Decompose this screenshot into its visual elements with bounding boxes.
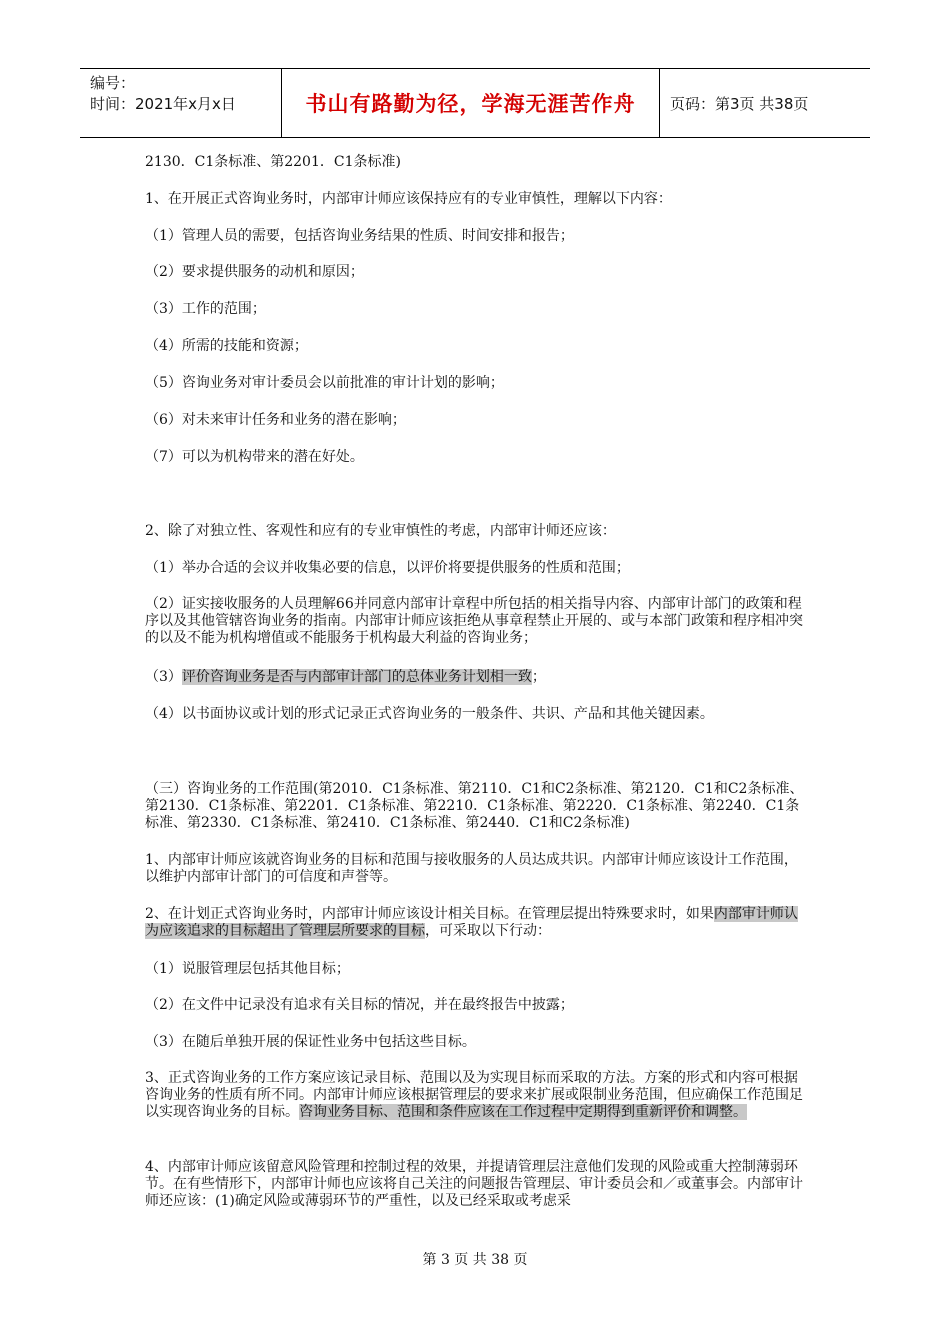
paragraph: （1）说服管理层包括其他目标； bbox=[145, 961, 350, 977]
highlighted-text: 咨询业务目标、范围和条件应该在工作过程中定期得到重新评价和调整。 bbox=[299, 1104, 747, 1120]
paragraph bbox=[145, 906, 810, 940]
page-header bbox=[80, 68, 870, 138]
section-heading: （三）咨询业务的工作范围(第2010．C1条标准、第2110．C1和C2条标准、第2120．C1和C2条标准、第2130．C1条标准、第2201．C1条标准、第2210．C1条标准、第2220．C1条标准、第2240．C1条标准、第2330．C1条标准、第2410．C1条标准、第2440．C1和C2条标准) bbox=[145, 781, 804, 831]
paragraph-text: ，可采取以下行动： bbox=[425, 923, 551, 939]
paragraph: （4）所需的技能和资源； bbox=[145, 338, 308, 354]
page-footer: 第 3 页 共 38 页 bbox=[422, 1252, 528, 1268]
paragraph bbox=[145, 1070, 810, 1121]
paragraph: 1、内部审计师应该就咨询业务的目标和范围与接收服务的人员达成共识。内部审计师应该设计工作范围，以维护内部审计部门的可信度和声誉等。 bbox=[145, 852, 798, 885]
paragraph bbox=[145, 669, 810, 686]
paragraph-text: 2、在计划正式咨询业务时，内部审计师应该设计相关目标。在管理层提出特殊要求时，如果 bbox=[145, 906, 714, 922]
paragraph: （4）以书面协议或计划的形式记录正式咨询业务的一般条件、共识、产品和其他关键因素。 bbox=[145, 706, 714, 722]
paragraph: （3）工作的范围； bbox=[145, 301, 266, 317]
number-label: 编号： bbox=[90, 74, 136, 92]
paragraph: 1、在开展正式咨询业务时，内部审计师应该保持应有的专业审慎性，理解以下内容： bbox=[145, 191, 672, 207]
paragraph-text: 3、正式咨询业务的工作方案应该记录目标、范围以及为实现目标而采取的方法。方案的形式和内容可根据咨询业务的性质有所不同。内部审计师应该根据管理层的要求来扩展或限制业务范围，但应确保工作范围足以实现咨询业务的目标。 bbox=[145, 1070, 803, 1120]
header-page-cell bbox=[660, 69, 870, 137]
header-motto-cell bbox=[282, 69, 660, 137]
paragraph: （5）咨询业务对审计委员会以前批准的审计计划的影响； bbox=[145, 375, 504, 391]
paragraph: （7）可以为机构带来的潜在好处。 bbox=[145, 449, 364, 465]
highlighted-text: 内部审计师认为应该追求的目标超出了管理层所要求的目标 bbox=[145, 906, 798, 939]
motto-text: 书山有路勤为径，学海无涯苦作舟 bbox=[305, 92, 636, 116]
paragraph: 2130．C1条标准、第2201．C1条标准) bbox=[145, 154, 401, 170]
header-meta-cell bbox=[80, 69, 282, 137]
paragraph: （1）举办合适的会议并收集必要的信息，以评价将要提供服务的性质和范围； bbox=[145, 560, 630, 576]
paragraph-text: ； bbox=[531, 669, 546, 685]
paragraph: （3）在随后单独开展的保证性业务中包括这些目标。 bbox=[145, 1034, 476, 1050]
date-label: 时间：2021年x月x日 bbox=[90, 95, 236, 113]
paragraph: （1）管理人员的需要，包括咨询业务结果的性质、时间安排和报告； bbox=[145, 228, 574, 244]
paragraph: 4、内部审计师应该留意风险管理和控制过程的效果，并提请管理层注意他们发现的风险或重大控制薄弱环节。在有些情形下，内部审计师也应该将自己关注的问题报告管理层、审计委员会和／或董事会。内部审计师还应该：(1)确定风险或薄弱环节的严重性，以及已经采取或考虑采 bbox=[145, 1159, 803, 1209]
highlighted-text: 评价咨询业务是否与内部审计部门的总体业务计划相一致 bbox=[181, 669, 532, 685]
page-info: 页码：第3页 共38页 bbox=[670, 94, 809, 113]
paragraph: 2、除了对独立性、客观性和应有的专业审慎性的考虑，内部审计师还应该： bbox=[145, 523, 616, 539]
paragraph: （2）要求提供服务的动机和原因； bbox=[145, 264, 364, 280]
paragraph: （2）在文件中记录没有追求有关目标的情况，并在最终报告中披露； bbox=[145, 997, 574, 1013]
paragraph: （6）对未来审计任务和业务的潜在影响； bbox=[145, 412, 406, 428]
paragraph: （2）证实接收服务的人员理解66并同意内部审计章程中所包括的相关指导内容、内部审计部门的政策和程序以及其他管辖咨询业务的指南。内部审计师应该拒绝从事章程禁止开展的、或与本部门政策和程序相冲突的以及不能为机构增值或不能服务于机构最大利益的咨询业务； bbox=[145, 596, 803, 646]
paragraph-text: （3） bbox=[145, 669, 182, 685]
